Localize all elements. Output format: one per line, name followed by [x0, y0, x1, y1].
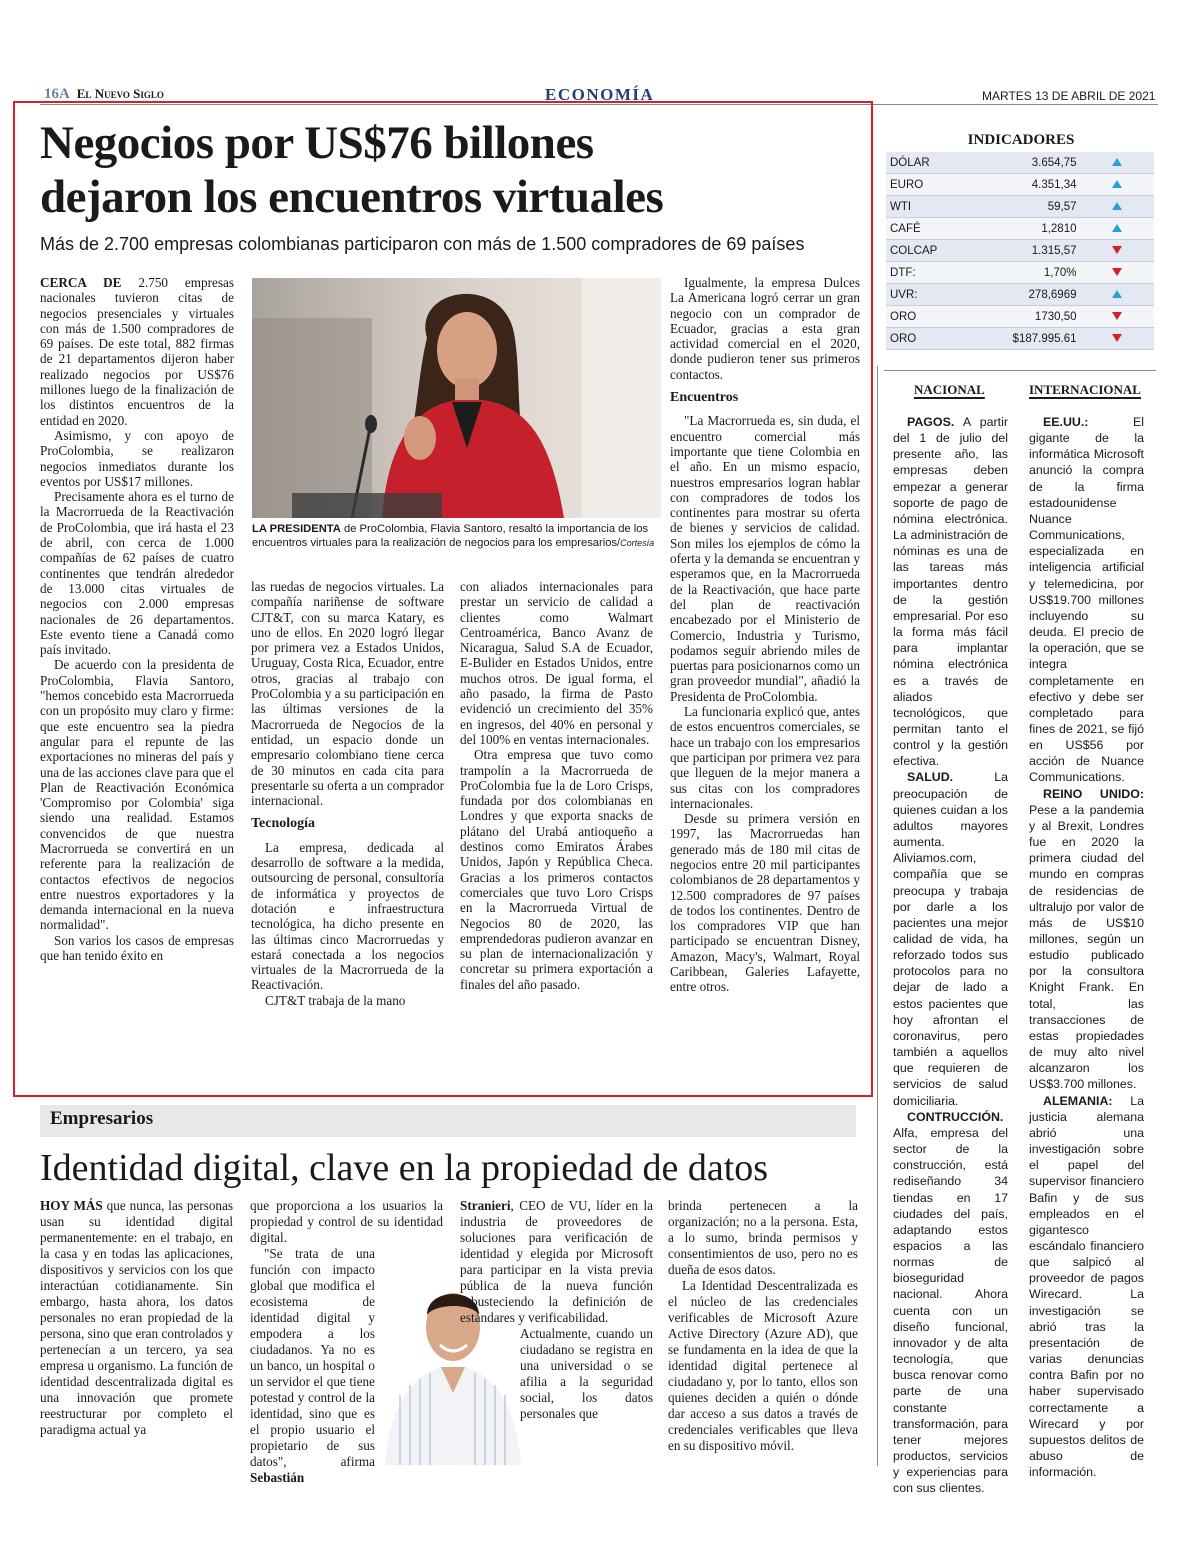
internacional-briefs: [1029, 414, 1144, 1480]
headline-line-1: Negocios por US$76 billones: [40, 117, 594, 169]
paragraph: Igualmente, la empresa Dulces La Americana logró cerrar un gran negocio con un comprador de Ecuador, gracias a esta gran actividad comercial en el 2020, donde pudieron tener sus primeros contactos.: [670, 275, 860, 382]
down-arrow-icon: [1112, 312, 1122, 320]
nacional-heading: NACIONAL: [914, 382, 985, 397]
paragraph: "La Macrorrueda es, sin duda, el encuentro comercial más importante que tiene Colombia en el año. En un mismo espacio, nuestros empresarios logran hablar con compradores de todos los continentes para mostrar su oferta de bienes y servicios de calidad. Son miles los ejemplos de cómo la oferta y la demanda se encuentran y esperamos que, en la Macrorrueda de la Reactivación, que hace parte del plan de reactivación encabezado por el Ministerio de Comercio, Industria y Turismo, podamos seguir abriendo miles de puertas para posicionarnos como un gran proveedor mundial", añadió la Presidenta de ProColombia.: [670, 413, 860, 704]
brief-lead: PAGOS.: [907, 415, 955, 429]
indicator-row: [886, 174, 1154, 196]
photo-caption: [252, 522, 661, 550]
article-headline: [40, 116, 870, 224]
caption-lead: LA PRESIDENTA: [252, 523, 341, 535]
nacional-briefs: [893, 414, 1008, 1496]
paragraph: "Se trata de una función con impacto global que modifica el ecosistema de identidad digital y empodera a los ciudadanos. Ya no es un banco, un hospital o un servidor el que tiene potestad y control de la identidad, sino que es el propio usuario el propietario de sus datos", afirma: [250, 1246, 375, 1469]
paragraph: las ruedas de negocios virtuales. La compañía nariñense de software CJT&T, con su marca Katary, es uno de ellos. En 2020 logró llegar por primera vez a Estados Unidos, Uruguay, Costa Rica, Ecuador, entre otros, gracias al trabajo con ProColombia y a su participación en las últimas versiones de la Macrorrueda de Negocios de la entidad, un espacio donde un empresario colombiano tiene cerca de 30 minutos en cada cita para presentarle su oferta a un comprador internacional.: [251, 579, 444, 809]
person-name: Sebastián: [250, 1470, 305, 1485]
brief-text: Pese a la pandemia y al Brexit, Londres fue en 2020 la primera ciudad del mundo en compras de residencias de ultralujo por valor de más de US$10 millones, según un estudio publicado por la consultora Knight Frank. En total, las transacciones de estas propiedades de muy alto nivel alcanzaron los US$3.700 millones.: [1029, 802, 1144, 1092]
paragraph: Son varios los casos de empresas que han tenido éxito en: [40, 932, 234, 964]
indicator-value: 1,70%: [1009, 262, 1081, 284]
article-column-4: [670, 275, 860, 995]
lead-in: HOY MÁS: [40, 1198, 103, 1213]
article-column-3: [460, 579, 653, 992]
paragraph: La empresa, dedicada al desarrollo de software a la medida, outsourcing de personal, consultoría de informática y proyectos de dotación e infraestructura tecnológica, ha dicho presente en las últimas cinco Macrorruedas y estará conectada a los negocios virtuales de la Macrorrueda de la Reactivación.: [251, 839, 444, 993]
brief-lead: REINO UNIDO:: [1043, 786, 1144, 801]
paragraph: brinda pertenecen a la organización; no a la persona. Esta, a lo sumo, brinda permisos y consentimientos de uso, pero no es dueña de esos datos.: [668, 1198, 858, 1277]
paragraph: con aliados internacionales para prestar un servicio de calidad a clientes como Walmart Centroamérica, Banco Avanz de Nicaragua, Salud S.A de Ecuador, E-Bulider en Estados Unidos, entre muchos otros. De igual forma, el año pasado, la firma de Pasto evidenció un crecimiento del 35% en ingresos, del 40% en personal y del 100% en ventas internacionales.: [460, 579, 653, 747]
headline-line-2: dejaron los encuentros virtuales: [40, 171, 664, 223]
paragraph: De acuerdo con la presidenta de ProColombia, Flavia Santoro, "hemos concebido esta Macrorrueda con un propósito muy claro y firme: que este encuentro sea la piedra angular para el repunte de las exportaciones no mineras del país y una de las acciones clave para que el Plan de Reactivación Económica 'Compromiso por Colombia' siga siendo una realidad. Estamos convencidos de que nuestra Macrorrueda se convertirá en un referente para la realización de contactos efectivos de negocios entre nuestros exportadores y la demanda internacional en la nueva normalidad".: [40, 657, 234, 933]
indicator-value: 3.654,75: [1009, 152, 1081, 174]
indicator-row: [886, 240, 1154, 262]
article-column-2: [251, 579, 444, 1008]
paragraph: , CEO de VU, líder en la industria de proveedores de soluciones para verificación de identidad y elegida por Microsoft para participar en la vista previa pública de la nueva función robusteciendo la definición de estándares y verificabilidad.: [460, 1198, 653, 1325]
portrait-illustration: [252, 278, 661, 518]
paragraph: Asimismo, y con apoyo de ProColombia, se realizaron negocios inmediatos durante los eventos por US$17 millones.: [40, 427, 234, 489]
brief-lead: SALUD.: [907, 770, 954, 785]
briefs-rule: [884, 370, 1156, 371]
indicator-row: [886, 218, 1154, 240]
down-arrow-icon: [1112, 246, 1122, 254]
paragraph: Precisamente ahora es el turno de la Macrorrueda de la Reactivación de ProColombia, que irá hasta el 23 de abril, con cerca de 1.000 compañías de 62 países de cuatro continentes que tendrán alrededor de 13.000 citas virtuales de negocios con 2.000 empresas nacionales de 26 departamentos. Este evento tiene a Canadá como país invitado.: [40, 489, 234, 658]
portrait-photo: [252, 278, 661, 518]
person-name: Stranieri: [460, 1198, 511, 1213]
indicator-name: DTF:: [886, 262, 1009, 284]
brief-text: Alfa, empresa del sector de la construcción, está rediseñando 34 tiendas en 17 ciudades del país, adaptando estos espacios a las normas de bioseguridad nacional. Ahora cuenta con un diseño funcional, innovador y de alta tecnología, que busca renovar como parte de una constante transformación, para tener mejores productos, servicios y experiencias para con sus clientes.: [893, 1125, 1008, 1496]
down-arrow-icon: [1112, 334, 1122, 342]
indicator-name: CAFÉ: [886, 218, 1009, 240]
paper-name: El Nuevo Siglo: [76, 86, 164, 101]
indicator-value: 1,2810: [1009, 218, 1081, 240]
indicator-value: 1730,50: [1009, 306, 1081, 328]
indicator-name: UVR:: [886, 284, 1009, 306]
indicator-value: $187.995.61: [1009, 328, 1081, 350]
indicator-row: [886, 306, 1154, 328]
indicator-name: ORO: [886, 306, 1009, 328]
page-number: 16A El Nuevo Siglo: [44, 86, 164, 102]
column-divider: [877, 366, 878, 1466]
up-arrow-icon: [1112, 224, 1122, 232]
photo-credit: Cortesía: [620, 538, 655, 548]
brief-lead: CONTRUCCIÓN.: [907, 1109, 1004, 1124]
paragraph: Desde su primera versión en 1997, las Macrorruedas han generado más de 180 mil citas de negocios entre 20 mil participantes colombianos de 28 departamentos y 12.500 compradores de 97 países de todos los continentes. Dentro de los compradores VIP que han participado se encuentran Disney, Amazon, Macy's, Walmart, Royal Caribbean, Galeries Lafayette, entre otros.: [670, 811, 860, 995]
up-arrow-icon: [1112, 290, 1122, 298]
indicator-value: 1.315,57: [1009, 240, 1081, 262]
issue-date: MARTES 13 DE ABRIL DE 2021: [982, 89, 1156, 103]
section-label: Empresarios: [50, 1108, 154, 1129]
brief-text: El gigante de la informática Microsoft anunció la compra de la firma estadounidense Nuance Communications, especializada en inteligencia artificial y telemedicina, por US$19.700 millones incluyendo su deuda. El precio de la operación, que se integra completamente en efectivo y debe ser completado para fines de 2021, se fijó en US$56 por acción de Nuance Communications.: [1029, 415, 1144, 785]
indicator-name: COLCAP: [886, 240, 1009, 262]
brief-lead: EE.UU.:: [1043, 415, 1089, 429]
indicator-row: [886, 328, 1154, 350]
indicators-title: INDICADORES: [967, 132, 1075, 148]
empresarios-headline: Identidad digital, clave en la propiedad de datos: [40, 1147, 769, 1189]
paragraph: 2.750 empresas nacionales tuvieron citas de negocios presenciales y virtuales con más de 1.500 compradores de 69 países. De este total, 882 firmas de 21 departamentos dijeron haber realizado negocios por US$76 millones luego de la finalización de los distintos encuentros de la entidad en 2020.: [40, 275, 234, 428]
paragraph: que proporciona a los usuarios la propiedad y control de su identidad digital.: [250, 1198, 443, 1245]
indicator-name: ORO: [886, 328, 1009, 350]
indicator-name: EURO: [886, 174, 1009, 196]
subheading-tecnologia: Tecnología: [251, 816, 316, 832]
up-arrow-icon: [1112, 158, 1122, 166]
up-arrow-icon: [1112, 180, 1122, 188]
indicator-value: 278,6969: [1009, 284, 1081, 306]
empresarios-column-4: [668, 1198, 858, 1454]
caption-text: de ProColombia, Flavia Santoro, resaltó la importancia de los encuentros virtuales para la realización de negocios para los empresarios/: [252, 523, 649, 549]
brief-text: La preocupación de quienes cuidan a los adultos mayores aumenta. Aliviamos.com, compañía que se preocupa y trabaja por darle a los pacientes una mejor calidad de vida, ha reforzado todos sus protocolos para no dejar de lado a estos pacientes que hoy afrontan el coronavirus, pero también a aquellos que requieren de servicios de salud domiciliaria.: [893, 770, 1008, 1108]
indicator-name: DÓLAR: [886, 152, 1009, 174]
article-column-1: [40, 275, 234, 963]
indicator-row: [886, 152, 1154, 174]
indicator-value: 59,57: [1009, 196, 1081, 218]
paragraph: CJT&T trabaja de la mano: [265, 992, 406, 1008]
section-name: ECONOMÍA: [545, 85, 655, 104]
brief-text: La justicia alemana abrió una investigación sobre el papel del supervisor financiero Bafin y de sus empleados en el gigantesco escándalo financiero que salpicó al proveedor de pagos Wirecard. La investigación se abrió tras la presentación de varias denuncias contra Bafin por no haber supervisado correctamente a Wirecard y por supuestos delitos de abuso de información.: [1029, 1093, 1144, 1480]
indicator-value: 4.351,34: [1009, 174, 1081, 196]
internacional-heading: INTERNACIONAL: [1029, 382, 1141, 397]
paragraph: Otra empresa que tuvo como trampolín a la Macrorrueda de ProColombia fue la de Loro Crisps, fundada por dos colombianas en Londres y que exporta snacks de plátano del Urabá antioqueño a destinos como Emiratos Árabes Unidos, Japón y República Checa. Gracias a los primeros contactos comerciales que tuvo Loro Crisps en la Macrorrueda Virtual de Negocios 80 de 2020, las emprendedoras pudieron avanzar en su plan de internacionalización y concretar su primera exportación a finales del año pasado.: [460, 747, 653, 992]
paragraph: La funcionaria explicó que, antes de estos encuentros comerciales, se hace un trabajo con los empresarios que participan por primera vez para que lleguen de la mejor manera a sus citas con los compradores internacionales.: [670, 704, 860, 811]
subheading-encuentros: Encuentros: [670, 390, 739, 406]
indicator-row: [886, 284, 1154, 306]
indicator-row: [886, 262, 1154, 284]
down-arrow-icon: [1112, 268, 1122, 276]
paragraph: La Identidad Descentralizada es el núcleo de las credenciales verificables de Microsoft Azure Active Directory (Azure AD), que se fundamenta en la idea de que la identidad digital pertenece al ciudadano y, por lo tanto, ellos son quienes deciden a quién o dónde dar acceso a sus datos a través de credenciales verificables que lleva en su dispositivo móvil.: [668, 1278, 858, 1453]
paragraph: Actualmente, cuando un ciudadano se registra en una universidad o se afilia a la seguridad social, los datos personales que: [520, 1326, 653, 1421]
up-arrow-icon: [1112, 202, 1122, 210]
section-bar: [40, 1105, 856, 1137]
paragraph: que nunca, las personas usan su identidad digital permanentemente: en el trabajo, en la casa y en todas las aplicaciones, dispositivos y servicios con los que interactúan cotidianamente. Sin embargo, hasta ahora, los datos personales no eran propiedad de la persona, sino que eran controlados y pertenecían a un tercero, ya sea empresa u organismo. La función de identidad descentralizada digital es una innovación que promete reestructurar por completo el paradigma actual ya: [40, 1198, 233, 1437]
article-subhead: Más de 2.700 empresas colombianas participaron con más de 1.500 compradores de 69 países: [40, 234, 805, 254]
empresarios-column-3: [460, 1198, 653, 1422]
lead-in: CERCA DE: [40, 275, 122, 290]
brief-text: A partir del 1 de julio del presente año, las empresas deben empezar a generar soporte de pago de nómina electrónica. La administración de nóminas es una de las tareas más importantes dentro de la gestión empresarial. Por eso la forma más fácil para implantar nómina electrónica es a través de aliados tecnológicos, que permitan tanto el control y la gestión efectiva.: [893, 415, 1008, 769]
indicators-table: [886, 152, 1154, 350]
indicator-row: [886, 196, 1154, 218]
empresarios-column-1: [40, 1198, 233, 1438]
indicator-name: WTI: [886, 196, 1009, 218]
brief-lead: ALEMANIA:: [1043, 1093, 1113, 1108]
